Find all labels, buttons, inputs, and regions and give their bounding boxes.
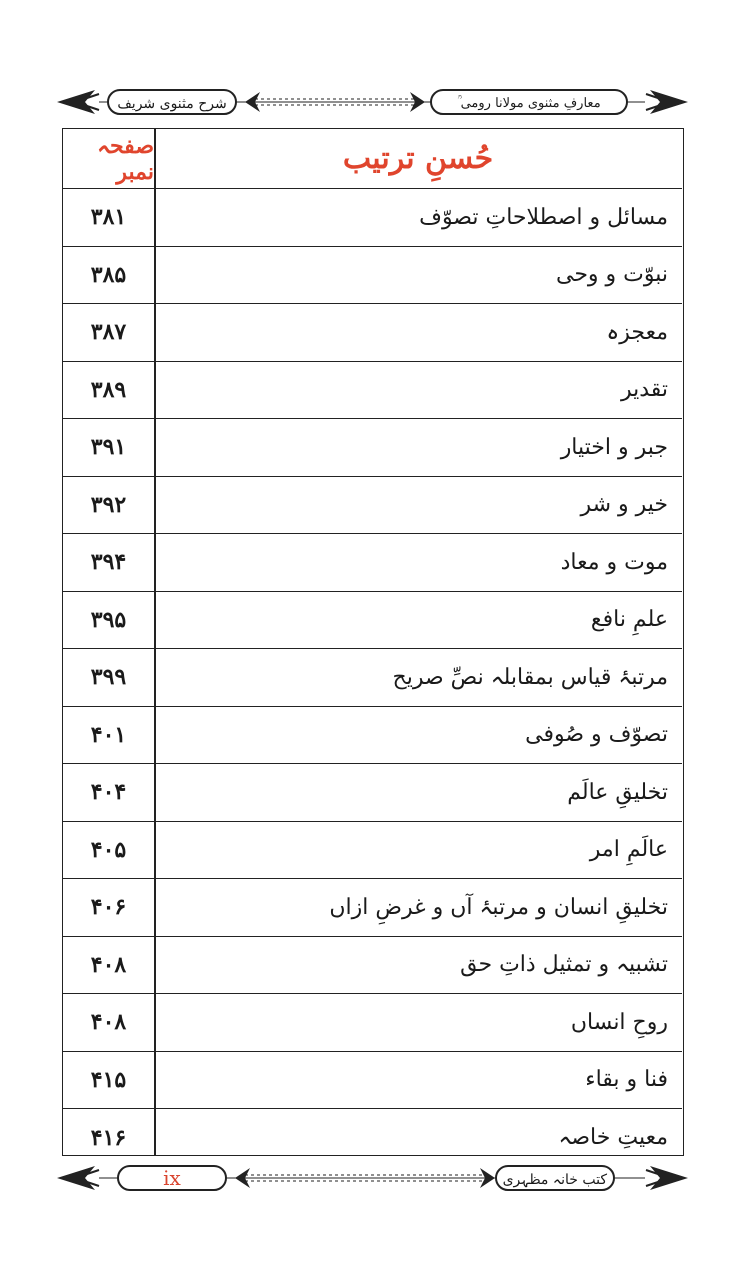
toc-entry-title: تخلیقِ عالَم xyxy=(567,779,668,805)
toc-entry-page: ۳۹۲ xyxy=(90,491,127,518)
toc-entry-title: جبر و اختیار xyxy=(560,434,668,460)
toc-entry-title: عالَمِ امر xyxy=(589,837,668,863)
toc-entry-page: ۳۹۱ xyxy=(90,434,127,461)
toc-entry-row xyxy=(63,419,682,477)
toc-entry-row xyxy=(63,879,682,937)
header-ornament-band xyxy=(55,82,690,122)
toc-entry-title: تخلیقِ انسان و مرتبۂ آں و غرضِ ازاں xyxy=(329,894,668,920)
toc-entry-title: خیر و شر xyxy=(580,492,668,518)
toc-entry-page: ۳۹۵ xyxy=(90,606,127,633)
toc-entry-page: ۳۸۹ xyxy=(90,376,127,403)
toc-entry-title: علمِ نافع xyxy=(590,607,668,633)
toc-entry-row xyxy=(63,937,682,995)
toc-entry-row xyxy=(63,362,682,420)
toc-entry-page: ۳۹۹ xyxy=(90,664,127,691)
footer-page-number: ix xyxy=(117,1165,227,1191)
toc-entry-page: ۴۱۶ xyxy=(90,1124,127,1151)
toc-entry-page: ۳۸۱ xyxy=(90,204,127,231)
toc-entry-title: تصوّف و صُوفی xyxy=(525,722,668,748)
toc-entry-page: ۴۰۸ xyxy=(90,1009,127,1036)
toc-entry-title: معیتِ خاصہ xyxy=(558,1125,668,1151)
header-series-title: معارفِ مثنوی مولانا رومی ؒ xyxy=(430,89,628,115)
toc-entry-row xyxy=(63,1052,682,1110)
toc-header-row xyxy=(63,129,682,189)
footer-ornament-band xyxy=(55,1158,690,1198)
toc-entry-title: معجزہ xyxy=(606,319,668,345)
footer-publisher: کتب خانہ مظہری xyxy=(495,1165,615,1191)
toc-entry-row xyxy=(63,247,682,305)
toc-entry-title: مرتبۂ قیاس بمقابلہ نصِّ صریح xyxy=(392,664,668,690)
toc-entry-title: فنا و بقاء xyxy=(585,1067,668,1093)
toc-entry-title: نبوّت و وحی xyxy=(555,262,668,288)
toc-entry-row xyxy=(63,477,682,535)
toc-entry-title: مسائل و اصطلاحاتِ تصوّف xyxy=(419,204,668,230)
toc-entry-title: تشبیہ و تمثیل ذاتِ حق xyxy=(460,952,668,978)
toc-entry-page: ۴۰۵ xyxy=(90,836,127,863)
toc-entry-row xyxy=(63,592,682,650)
toc-entry-page: ۳۹۴ xyxy=(90,549,127,576)
toc-entry-page: ۴۰۱ xyxy=(90,721,127,748)
toc-entry-row xyxy=(63,994,682,1052)
page-column-header: صفحہ نمبر xyxy=(97,132,154,185)
table-of-contents xyxy=(62,128,684,1156)
toc-entry-row xyxy=(63,764,682,822)
header-book-title: شرح مثنوی شریف xyxy=(107,89,237,115)
toc-entry-page: ۴۰۸ xyxy=(90,951,127,978)
toc-entry-page: ۴۱۵ xyxy=(90,1066,127,1093)
toc-entry-row xyxy=(63,707,682,765)
toc-entry-page: ۳۸۵ xyxy=(90,261,127,288)
toc-entry-title: روحِ انساں xyxy=(570,1009,668,1035)
toc-entry-title: موت و معاد xyxy=(560,549,668,575)
toc-entry-page: ۴۰۴ xyxy=(90,779,127,806)
toc-entry-page: ۳۸۷ xyxy=(90,319,127,346)
toc-entry-row xyxy=(63,534,682,592)
toc-entry-row xyxy=(63,189,682,247)
toc-entry-page: ۴۰۶ xyxy=(90,894,127,921)
toc-entry-title: تقدیر xyxy=(620,377,668,403)
toc-entry-row xyxy=(63,822,682,880)
toc-title: حُسنِ ترتیب xyxy=(342,141,494,176)
toc-entry-row xyxy=(63,304,682,362)
toc-entry-row xyxy=(63,649,682,707)
